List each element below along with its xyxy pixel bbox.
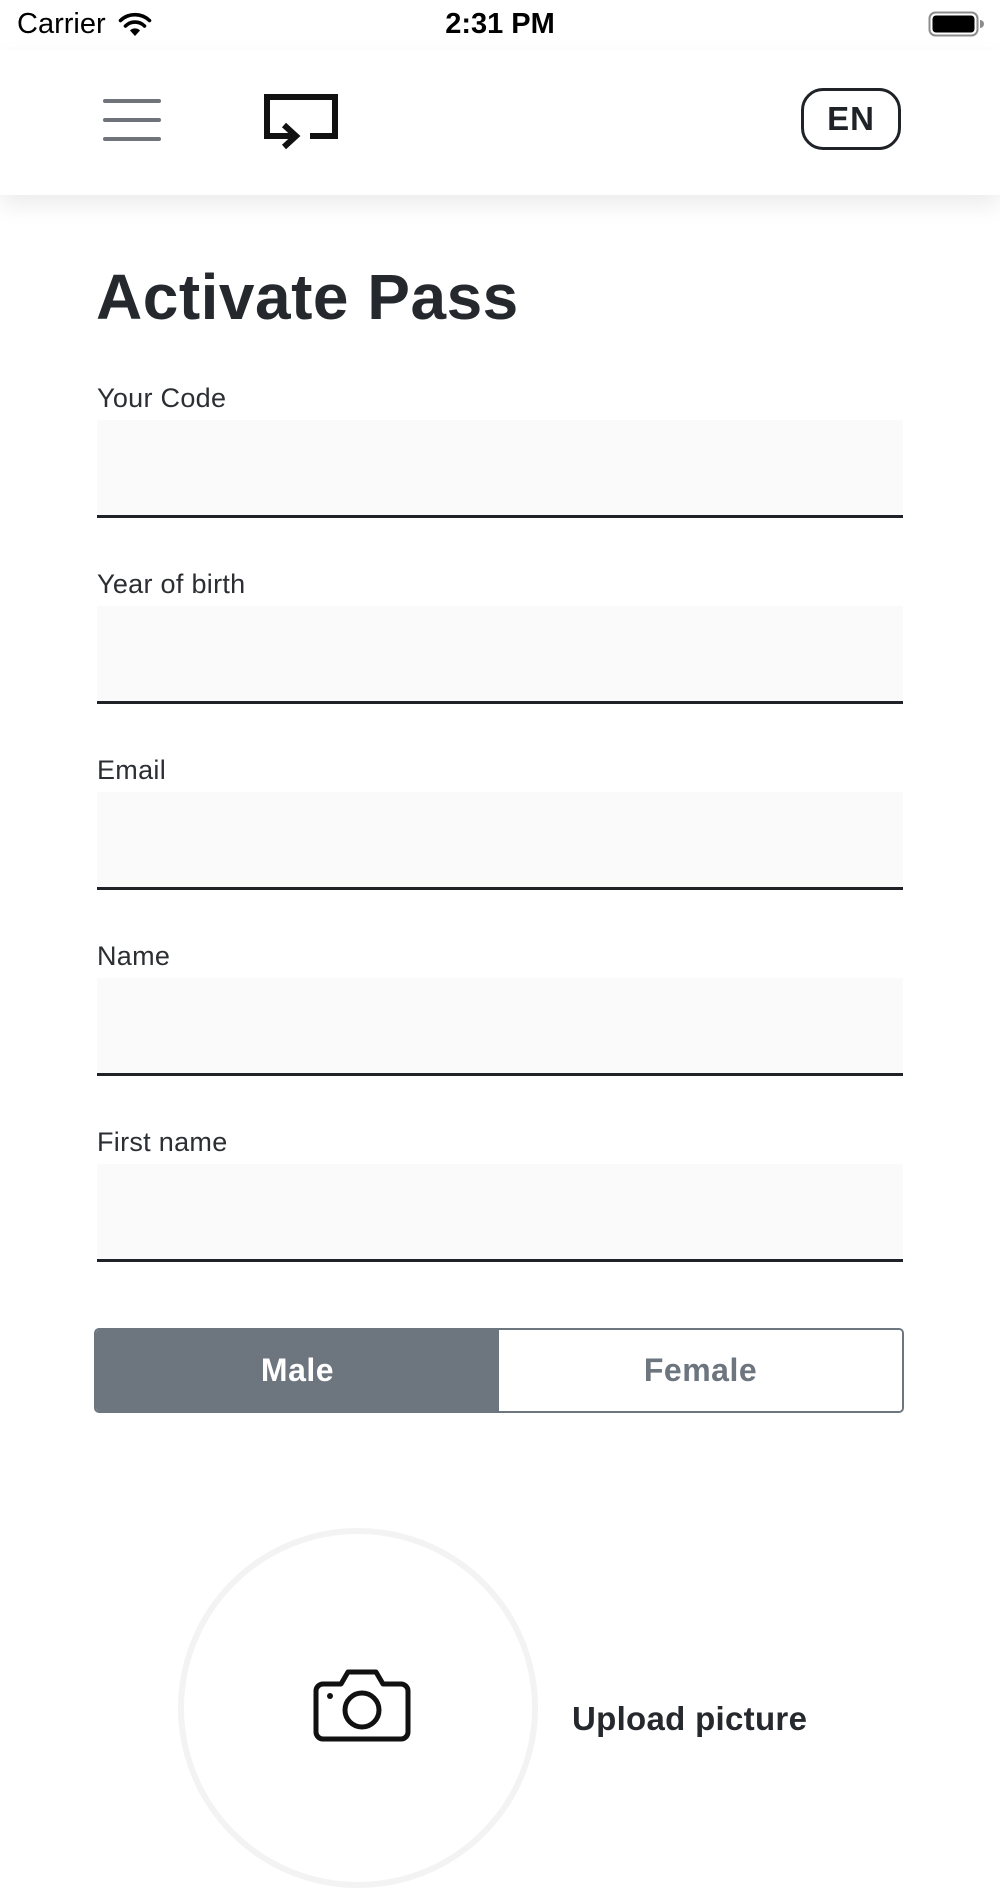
status-bar — [0, 0, 1000, 50]
app-logo — [262, 92, 340, 156]
email-field — [97, 750, 903, 890]
gender-option-female[interactable]: Female — [499, 1330, 902, 1411]
battery-icon — [928, 11, 984, 37]
first-name-label: First name — [97, 1127, 228, 1157]
gender-option-male[interactable]: Male — [96, 1330, 499, 1411]
code-label: Your Code — [97, 383, 227, 413]
first-name-input[interactable] — [97, 1164, 903, 1262]
name-field — [97, 936, 903, 1076]
email-label: Email — [97, 755, 167, 785]
app-header — [0, 50, 1000, 195]
name-input[interactable] — [97, 978, 903, 1076]
page-title: Activate Pass — [96, 261, 519, 333]
year-of-birth-label: Year of birth — [97, 569, 246, 599]
status-time: 2:31 PM — [445, 8, 555, 40]
upload-picture-button[interactable]: Upload picture — [572, 1700, 808, 1737]
camera-icon — [313, 1666, 411, 1742]
language-button[interactable]: EN — [801, 88, 901, 150]
year-of-birth-input[interactable] — [97, 606, 903, 704]
year-of-birth-field — [97, 564, 903, 704]
first-name-field — [97, 1122, 903, 1262]
gender-toggle — [94, 1328, 904, 1413]
code-field — [97, 378, 903, 518]
hamburger-menu-icon[interactable] — [103, 95, 163, 145]
carrier-label: Carrier — [17, 8, 106, 40]
name-label: Name — [97, 941, 171, 971]
email-input[interactable] — [97, 792, 903, 890]
code-input[interactable] — [97, 420, 903, 518]
